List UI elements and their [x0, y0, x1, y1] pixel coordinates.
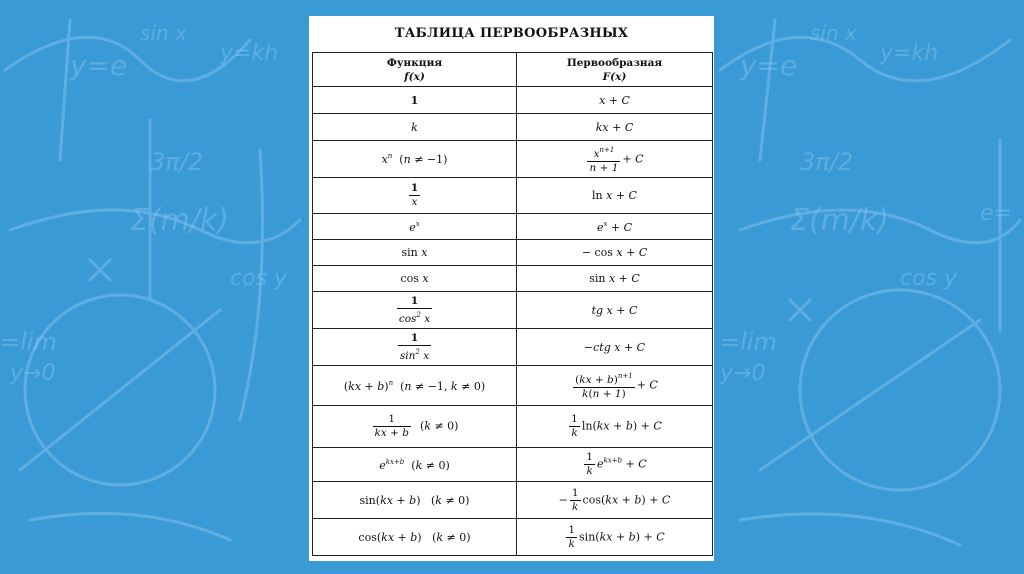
table-row: [313, 292, 713, 329]
table-row: [313, 114, 713, 141]
table-row: [313, 240, 713, 266]
antiderivative-cell: ln x + C: [517, 178, 713, 214]
function-cell: k: [313, 114, 517, 141]
table-row: [313, 406, 713, 448]
antiderivative-cell: $e^x + C$: [517, 214, 713, 240]
table-row: [313, 141, 713, 178]
antiderivative-cell: $\frac{(kx + b)^{n+1}}{k(n + 1)}$ + C: [517, 366, 713, 406]
function-cell: sin x: [313, 240, 517, 266]
function-cell: $\frac{1}{kx + b}$ (k ≠ 0): [313, 406, 517, 448]
table-row: [313, 482, 713, 519]
table-row: [313, 366, 713, 406]
antiderivative-cell: − cos x + C: [517, 240, 713, 266]
svg-text:Σ(m/k): Σ(m/k): [130, 203, 230, 238]
header-antiderivative-symbol: [521, 70, 708, 84]
function-cell: $\frac{1}{\sin^2 x}$: [313, 329, 517, 366]
svg-text:y→0: y→0: [720, 361, 766, 386]
table-row: [313, 519, 713, 556]
antiderivative-table: [312, 52, 713, 556]
antiderivative-cell: − $\frac{1}{k}$ cos(kx + b) + C: [517, 482, 713, 519]
table-row: [313, 87, 713, 114]
svg-text:y=kh: y=kh: [880, 41, 939, 66]
function-cell: $e^{kx+b}$ (k ≠ 0): [313, 448, 517, 482]
svg-text:cos y: cos y: [900, 266, 958, 291]
antiderivative-cell: x + C: [517, 87, 713, 114]
svg-text:cos y: cos y: [230, 266, 288, 291]
svg-text:y=kh: y=kh: [220, 41, 279, 66]
svg-text:y→0: y→0: [10, 361, 56, 386]
svg-text:y=e: y=e: [70, 49, 128, 82]
svg-text:3π/2: 3π/2: [800, 148, 854, 176]
antiderivative-cell: −ctg x + C: [517, 329, 713, 366]
table-row: [313, 266, 713, 292]
table-row: [313, 178, 713, 214]
table-row: [313, 448, 713, 482]
header-function-symbol: [317, 70, 512, 84]
function-cell: sin(kx + b) (k ≠ 0): [313, 482, 517, 519]
antiderivative-cell: $\frac{x^{n+1}}{n + 1}$ + C: [517, 141, 713, 178]
svg-text:y=e: y=e: [740, 49, 798, 82]
svg-text:Σ(m/k): Σ(m/k): [790, 203, 890, 238]
antiderivative-cell: sin x + C: [517, 266, 713, 292]
function-cell: $x^n$ (n ≠ −1): [313, 141, 517, 178]
header-function-label: Функция: [386, 56, 443, 69]
header-antiderivative-symbol-text: F(x): [602, 70, 627, 83]
header-antiderivative: [517, 53, 713, 87]
svg-text:sin x: sin x: [140, 21, 187, 45]
svg-text:3π/2: 3π/2: [150, 148, 204, 176]
antiderivatives-sheet: [309, 16, 714, 561]
table-header-row: [313, 53, 713, 87]
function-cell: $\frac{1}{\cos^2 x}$: [313, 292, 517, 329]
antiderivative-cell: kx + C: [517, 114, 713, 141]
function-cell: cos x: [313, 266, 517, 292]
table-row: [313, 214, 713, 240]
function-cell: $\frac{1}{x}$: [313, 178, 517, 214]
svg-text:=lim: =lim: [0, 328, 57, 356]
header-antiderivative-label: Первообразная: [566, 56, 663, 69]
header-function: [313, 53, 517, 87]
antiderivative-cell: $\frac{1}{k}$ sin(kx + b) + C: [517, 519, 713, 556]
antiderivative-cell: $\frac{1}{k}$ ln(kx + b) + C: [517, 406, 713, 448]
header-function-symbol-text: f(x): [404, 70, 425, 83]
svg-text:=lim: =lim: [720, 328, 777, 356]
table-row: [313, 329, 713, 366]
antiderivative-cell: $\frac{1}{k}$ $e^{kx+b} + C$: [517, 448, 713, 482]
svg-text:sin x: sin x: [810, 21, 857, 45]
antiderivative-cell: tg x + C: [517, 292, 713, 329]
table-title: ТАБЛИЦА ПЕРВООБРАЗНЫХ: [394, 26, 629, 41]
function-cell: 1: [313, 87, 517, 114]
function-cell: $e^x$: [313, 214, 517, 240]
function-cell: cos(kx + b) (k ≠ 0): [313, 519, 517, 556]
function-cell: (kx + b)$^n$ (n ≠ −1, k ≠ 0): [313, 366, 517, 406]
svg-text:e=: e=: [980, 201, 1012, 226]
